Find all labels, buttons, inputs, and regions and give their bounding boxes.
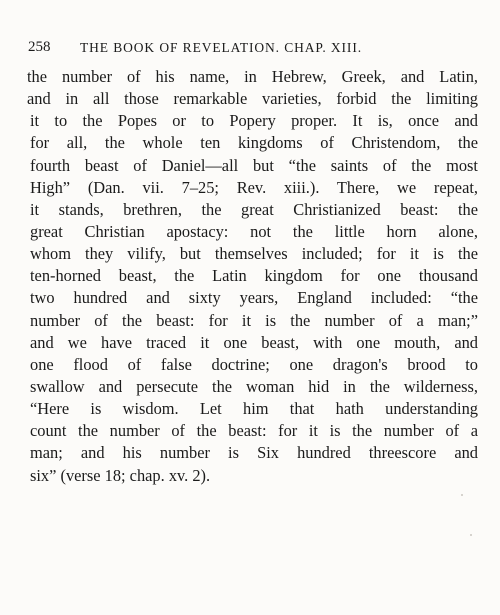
text-line: the number of his name, in Hebrew, Greek, and Latin, <box>27 67 478 86</box>
text-line: swallow and persecute the woman hid in the wilderness, <box>30 376 478 396</box>
text-line: High” (Dan. vii. 7–25; Rev. xiii.). There, we repeat, <box>30 177 478 197</box>
running-title: THE BOOK OF REVELATION. CHAP. XIII. <box>80 40 362 55</box>
text-line: “Here is wisdom. Let him that hath understanding <box>30 399 478 419</box>
text-line: for all, the whole ten kingdoms of Christendom, the <box>30 133 478 153</box>
text-line: ten-horned beast, the Latin kingdom for one thousand <box>30 266 478 286</box>
text-line: man; and his number is Six hundred threescore and <box>30 443 478 463</box>
text-line: number of the beast: for it is the number of a man;” <box>30 310 478 330</box>
paper-speck <box>461 494 463 496</box>
text-line: and in all those remarkable varieties, forbid the limiting <box>27 89 478 109</box>
text-line: six” (verse 18; chap. xv. 2). <box>30 465 211 485</box>
text-line: it to the Popes or to Popery proper. It is, once and <box>30 111 478 131</box>
body-text <box>27 66 478 487</box>
text-line: one flood of false doctrine; one dragon's brood to <box>30 354 478 374</box>
text-line: and we have traced it one beast, with one mouth, and <box>30 332 478 352</box>
text-line: fourth beast of Daniel—all but “the saints of the most <box>30 155 478 175</box>
paper-speck <box>470 534 472 536</box>
text-line: it stands, brethren, the great Christianized beast: the <box>30 199 478 219</box>
running-header <box>28 39 478 59</box>
text-line: count the number of the beast: for it is the number of a <box>30 421 478 441</box>
text-line: great Christian apostacy: not the little horn alone, <box>30 221 478 241</box>
text-line: whom they vilify, but themselves included; for it is the <box>30 244 478 264</box>
text-line: two hundred and sixty years, England included: “the <box>30 288 478 308</box>
page-number: 258 <box>28 39 51 55</box>
